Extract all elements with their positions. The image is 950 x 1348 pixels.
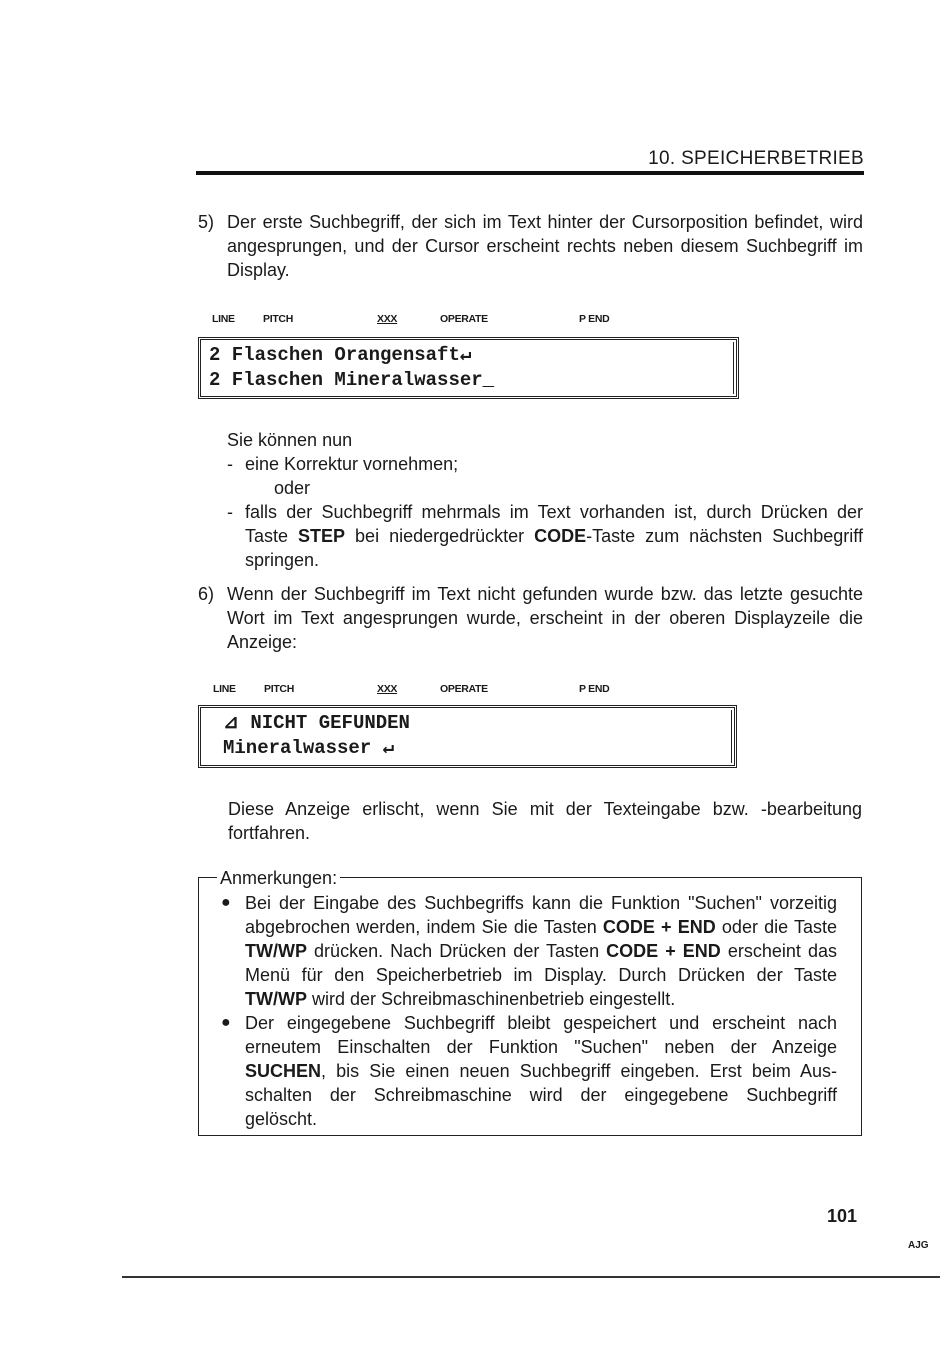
lcd-display-2 [198, 705, 737, 768]
footer-code: AJG [908, 1240, 929, 1251]
option-dash-1: - [227, 454, 233, 474]
indicator-line: LINE [212, 313, 235, 325]
note-1 [245, 891, 837, 1011]
text-cursor: _ [482, 369, 495, 391]
display1-indicators [212, 313, 632, 327]
indicator-xxx: XXX [377, 313, 398, 325]
lcd-display-1 [198, 337, 739, 399]
note1-text-e: wird der Schreibmaschinenbetrieb eingestellt. [312, 989, 676, 1009]
key-code: CODE [534, 526, 587, 546]
bullet-1-symbol: ● [221, 894, 231, 911]
display2-line1: ⊿ NICHT GEFUNDEN [223, 712, 410, 734]
section-title: 10. SPEICHERBETRIEB [648, 148, 864, 169]
indicator-pend: P END [579, 313, 610, 325]
display2-line2: Mineralwasser ↵ [223, 737, 395, 759]
indicator-pitch: PITCH [264, 683, 295, 695]
bullet-2-symbol: ● [221, 1014, 231, 1031]
option-item-2 [245, 500, 863, 572]
step6-text: Wenn der Suchbegriff im Text nicht gefunden wurde bzw. das letzte gesuchte Wort im Text angesprungen wurde, erscheint in der oberen Displayzeile die Anzeige: [227, 584, 863, 652]
indicator-line: LINE [213, 683, 236, 695]
option2-text-a: falls der Suchbegriff mehrmals im Text vorhanden ist, durch Drücken der Taste [245, 502, 863, 546]
display2-indicators [213, 683, 633, 697]
page-number: 101 [827, 1206, 858, 1226]
note1-text-a: Bei der Eingabe des Suchbegriffs kann die Funktion "Suchen" vorzeitig abgebrochen werden, indem Sie die Tasten [245, 893, 837, 937]
indicator-operate: OPERATE [440, 313, 488, 325]
header-rule [196, 171, 864, 175]
indicator-pitch: PITCH [263, 313, 294, 325]
display1-line2 [209, 368, 736, 393]
bottom-rule [122, 1276, 940, 1278]
option-dash-2: - [227, 502, 233, 522]
option-or: oder [274, 478, 311, 498]
key-step: STEP [298, 526, 346, 546]
note1-text-b: oder die Taste [721, 917, 837, 937]
key-code-end-2: CODE + END [606, 941, 721, 961]
step6-number: 6) [198, 584, 215, 604]
option2-text-c: -Taste zum nächsten Suchbegriff springen. [245, 526, 863, 570]
notes-title: Anmerkungen: [217, 868, 340, 888]
display1-line1: 2 Flaschen Orangensaft↵ [209, 344, 472, 366]
note1-text-c: drücken. Nach Drücken der Tasten [314, 941, 600, 961]
indicator-pend: P END [579, 683, 610, 695]
display1-line2-text: 2 Flaschen Mineralwasser [209, 369, 483, 391]
note2-text-b: , bis Sie einen neuen Suchbegriff eingeben. Erst beim Ausschalten der Schreibmaschine wird der eingegebene Suchbegriff gelöscht. [245, 1061, 837, 1129]
option2-text-b: bei niedergedrückter [355, 526, 525, 546]
step5-text: Der erste Suchbegriff, der sich im Text hinter der Cursorposition befindet, wird angesprungen, und der Cursor erscheint rechts neben diesem Suchbegriff im Display. [227, 212, 863, 280]
after-display-text: Diese Anzeige erlischt, wenn Sie mit der Texteingabe bzw. -bearbeitung fortfahren. [228, 799, 862, 843]
key-tw-wp-2: TW/WP [245, 989, 307, 1009]
options-intro: Sie können nun [227, 430, 353, 450]
note2-text-a: Der eingegebene Suchbegriff bleibt gespeichert und erscheint nach erneutem Einschalten der Funktion "Suchen" neben der Anzeige [245, 1013, 837, 1057]
option-item-1: eine Korrektur vornehmen; [245, 454, 459, 474]
note-2 [245, 1011, 837, 1131]
indicator-operate: OPERATE [440, 683, 488, 695]
key-suchen: SUCHEN [245, 1061, 322, 1081]
indicator-xxx: XXX [377, 683, 398, 695]
note1-text-d: erscheint das Menü für den Speicherbetrieb im Display. Durch Drücken der Taste [245, 941, 837, 985]
step5-number: 5) [198, 212, 215, 232]
key-code-end: CODE + END [602, 917, 716, 937]
key-tw-wp: TW/WP [245, 941, 307, 961]
